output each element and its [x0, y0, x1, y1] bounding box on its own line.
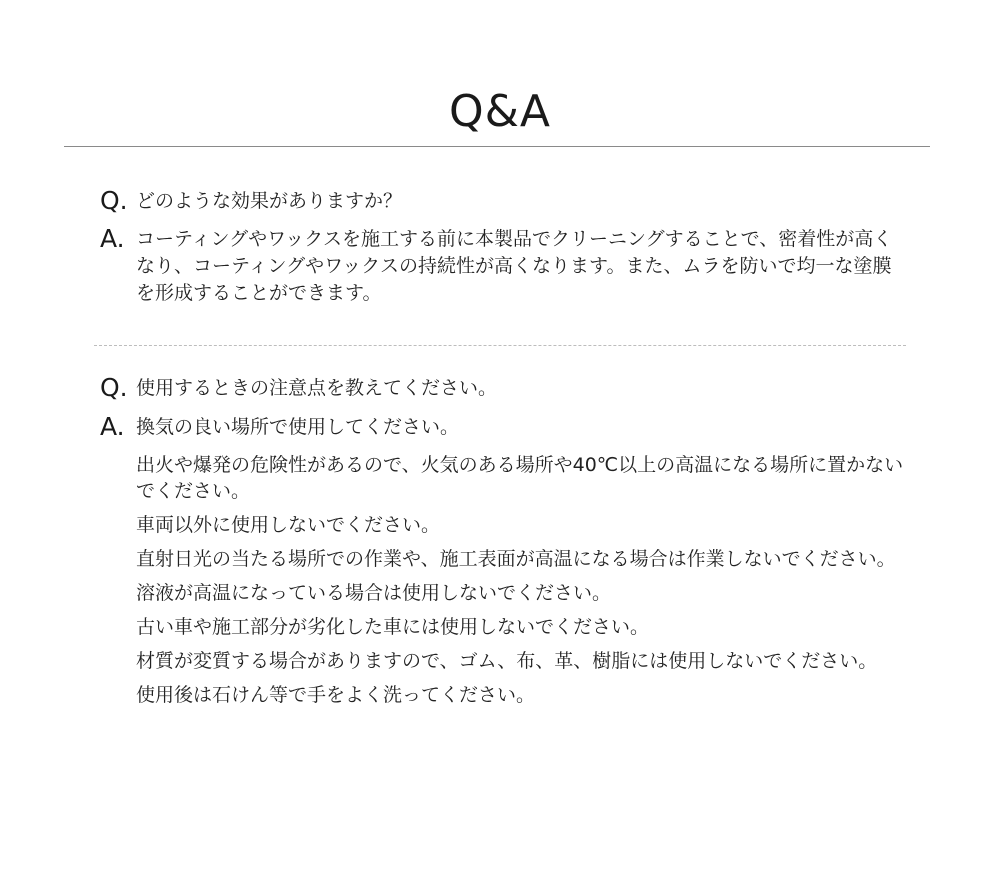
- caution-note: 溶液が高温になっている場合は使用しないでください。: [136, 582, 612, 604]
- page-title: Q&A: [448, 86, 552, 137]
- answer-text: コーティングやワックスを施工する前に本製品でクリーニングすることで、密着性が高くなり、コーティングやワックスの持続性が高くなります。また、ムラを防いで均一な塗膜を形成することができます。: [136, 228, 893, 304]
- answer-marker: A.: [100, 224, 125, 253]
- caution-note: 出火や爆発の危険性があるので、火気のある場所や40℃以上の高温になる場所に置かないでください。: [136, 454, 904, 502]
- answer-text: 換気の良い場所で使用してください。: [136, 416, 460, 438]
- question-text: 使用するときの注意点を教えてください。: [136, 377, 498, 399]
- caution-note: 古い車や施工部分が劣化した車には使用しないでください。: [136, 616, 650, 638]
- section-divider: [94, 345, 906, 346]
- question-text: どのような効果がありますか？: [136, 190, 403, 212]
- caution-notes-list: [136, 452, 908, 716]
- caution-note: 直射日光の当たる場所での作業や、施工表面が高温になる場合は作業しないでください。: [136, 548, 896, 570]
- question-marker: Q.: [100, 373, 128, 402]
- caution-note: 車両以外に使用しないでください。: [136, 514, 441, 536]
- caution-note: 使用後は石けん等で手をよく洗ってください。: [136, 684, 536, 706]
- caution-note: 材質が変質する場合がありますので、ゴム、布、革、樹脂には使用しないでください。: [136, 650, 878, 672]
- question-marker: Q.: [100, 186, 128, 215]
- answer-marker: A.: [100, 412, 125, 441]
- title-underline: [64, 146, 930, 147]
